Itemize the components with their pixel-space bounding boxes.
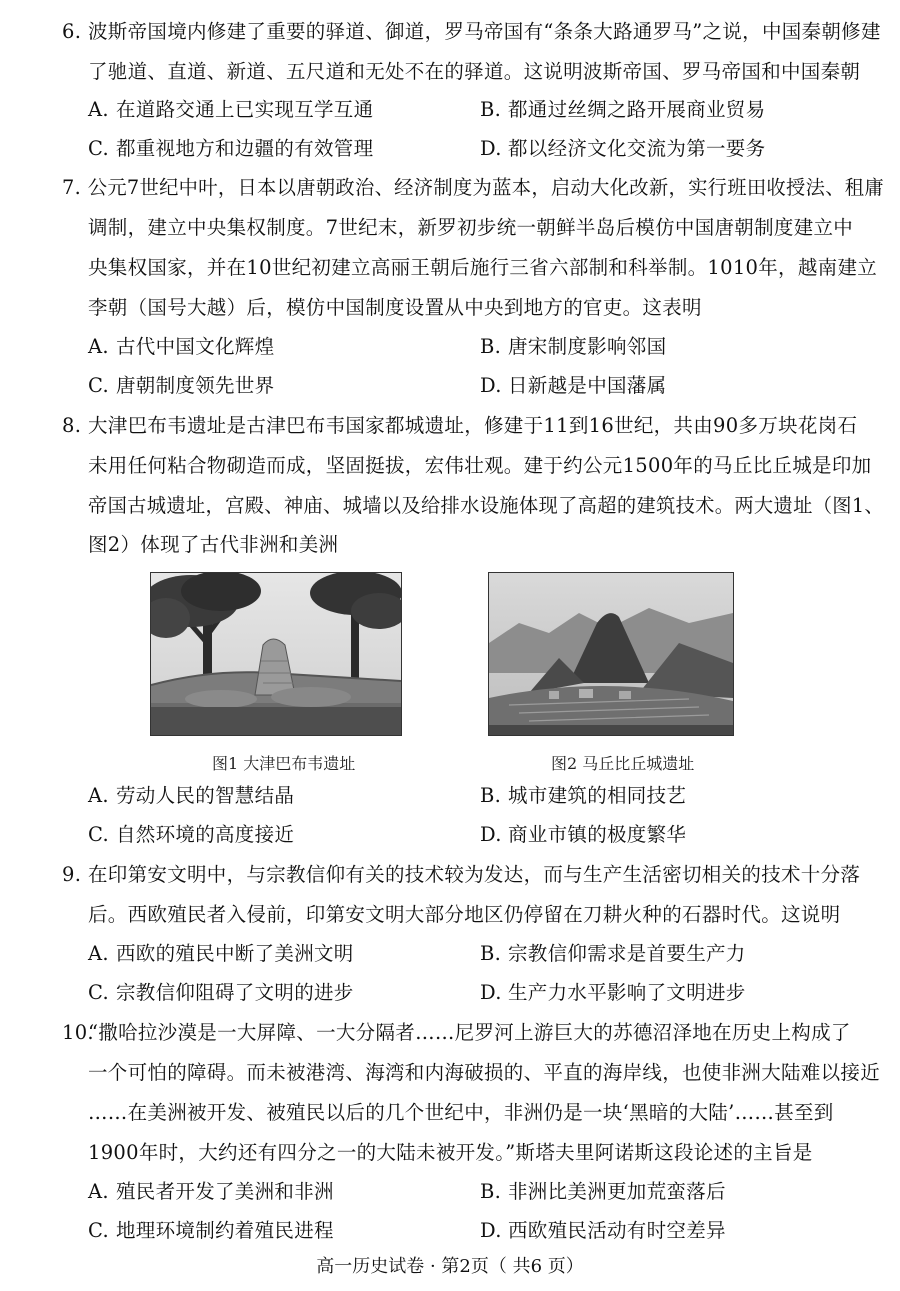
- q9-line-2: 后。西欧殖民者入侵前，印第安文明大部分地区仍停留在刀耕火种的石器时代。这说明: [88, 903, 841, 926]
- q6-option-b[interactable]: B. 都通过丝绸之路开展商业贸易: [480, 98, 766, 121]
- q8-line-3: 帝国古城遗址，宫殿、神庙、城墙以及给排水设施体现了高超的建筑技术。两大遗址（图1、: [88, 494, 885, 517]
- q7-line-4: 李朝（国号大越）后，模仿中国制度设置从中央到地方的官吏。这表明: [88, 296, 702, 319]
- q8-option-a[interactable]: A. 劳动人民的智慧结晶: [88, 784, 295, 807]
- q8-option-d[interactable]: D. 商业市镇的极度繁华: [480, 823, 687, 846]
- figure-2-caption: 图2 马丘比丘城遗址: [551, 754, 695, 773]
- q6-number: 6.: [62, 20, 82, 43]
- page-footer: 高一历史试卷 · 第2页（ 共6 页）: [316, 1256, 584, 1277]
- q10-option-c[interactable]: C. 地理环境制约着殖民进程: [88, 1219, 334, 1242]
- q10-line-4: 1900年时，大约还有四分之一的大陆未被开发。”斯塔夫里阿诺斯这段论述的主旨是: [88, 1141, 813, 1164]
- q8-line-4: 图2）体现了古代非洲和美洲: [88, 533, 339, 556]
- q8-option-b[interactable]: B. 城市建筑的相同技艺: [480, 784, 687, 807]
- q7-line-2: 调制，建立中央集权制度。7世纪末，新罗初步统一朝鲜半岛后模仿中国唐朝制度建立中: [88, 216, 854, 239]
- q8-line-2: 未用任何粘合物砌造而成，坚固挺拔，宏伟壮观。建于约公元1500年的马丘比丘城是印加: [88, 454, 872, 477]
- q9-option-a[interactable]: A. 西欧的殖民中断了美洲文明: [88, 942, 354, 965]
- figure-1-caption: 图1 大津巴布韦遗址: [212, 754, 356, 773]
- q9-option-b[interactable]: B. 宗教信仰需求是首要生产力: [480, 942, 746, 965]
- q6-line-2: 了驰道、直道、新道、五尺道和无处不在的驿道。这说明波斯帝国、罗马帝国和中国秦朝: [88, 60, 861, 83]
- q10-option-a[interactable]: A. 殖民者开发了美洲和非洲: [88, 1180, 334, 1203]
- q7-line-1: 7. 公元7世纪中叶，日本以唐朝政治、经济制度为蓝本，启动大化改新，实行班田收授法、租庸: [62, 176, 884, 199]
- q6-option-a[interactable]: A. 在道路交通上已实现互学互通: [88, 98, 374, 121]
- q10-option-b[interactable]: B. 非洲比美洲更加荒蛮落后: [480, 1180, 726, 1203]
- q7-line-3: 央集权国家，并在10世纪初建立高丽王朝后施行三省六部制和科举制。1010年，越南建立: [88, 256, 878, 279]
- machu-picchu-illustration: [489, 573, 733, 735]
- great-zimbabwe-illustration: [151, 573, 401, 735]
- q8-line-1: 8. 大津巴布韦遗址是古津巴布韦国家都城遗址，修建于11到16世纪，共由90多万块花岗石: [62, 414, 858, 437]
- q7-number: 7.: [62, 176, 82, 199]
- q7-option-d[interactable]: D. 日新越是中国藩属: [480, 374, 667, 397]
- q10-number: 10.: [62, 1021, 94, 1044]
- q8-number: 8.: [62, 414, 82, 437]
- q10-line-1: 10.“撒哈拉沙漠是一大屏障、一大分隔者……尼罗河上游巨大的苏德沼泽地在历史上构成了: [62, 1021, 851, 1044]
- q7-option-b[interactable]: B. 唐宋制度影响邻国: [480, 335, 667, 358]
- q9-number: 9.: [62, 863, 82, 886]
- q6-option-d[interactable]: D. 都以经济文化交流为第一要务: [480, 137, 766, 160]
- q8-option-c[interactable]: C. 自然环境的高度接近: [88, 823, 295, 846]
- q6-line-1: 6. 波斯帝国境内修建了重要的驿道、御道，罗马帝国有“条条大路通罗马”之说，中国秦朝修建: [62, 20, 881, 43]
- figure-1-great-zimbabwe-photo: [150, 572, 402, 736]
- q9-option-c[interactable]: C. 宗教信仰阻碍了文明的进步: [88, 981, 354, 1004]
- q9-line-1: 9. 在印第安文明中，与宗教信仰有关的技术较为发达，而与生产生活密切相关的技术十分落: [62, 863, 861, 886]
- figure-2-machu-picchu-photo: [488, 572, 734, 736]
- q7-option-a[interactable]: A. 古代中国文化辉煌: [88, 335, 275, 358]
- q9-option-d[interactable]: D. 生产力水平影响了文明进步: [480, 981, 746, 1004]
- q7-option-c[interactable]: C. 唐朝制度领先世界: [88, 374, 275, 397]
- q10-option-d[interactable]: D. 西欧殖民活动有时空差异: [480, 1219, 726, 1242]
- q10-line-3: ……在美洲被开发、被殖民以后的几个世纪中，非洲仍是一块‘黑暗的大陆’……甚至到: [88, 1101, 834, 1124]
- q6-option-c[interactable]: C. 都重视地方和边疆的有效管理: [88, 137, 374, 160]
- q10-line-2: 一个可怕的障碍。而未被港湾、海湾和内海破损的、平直的海岸线，也使非洲大陆难以接近: [88, 1061, 881, 1084]
